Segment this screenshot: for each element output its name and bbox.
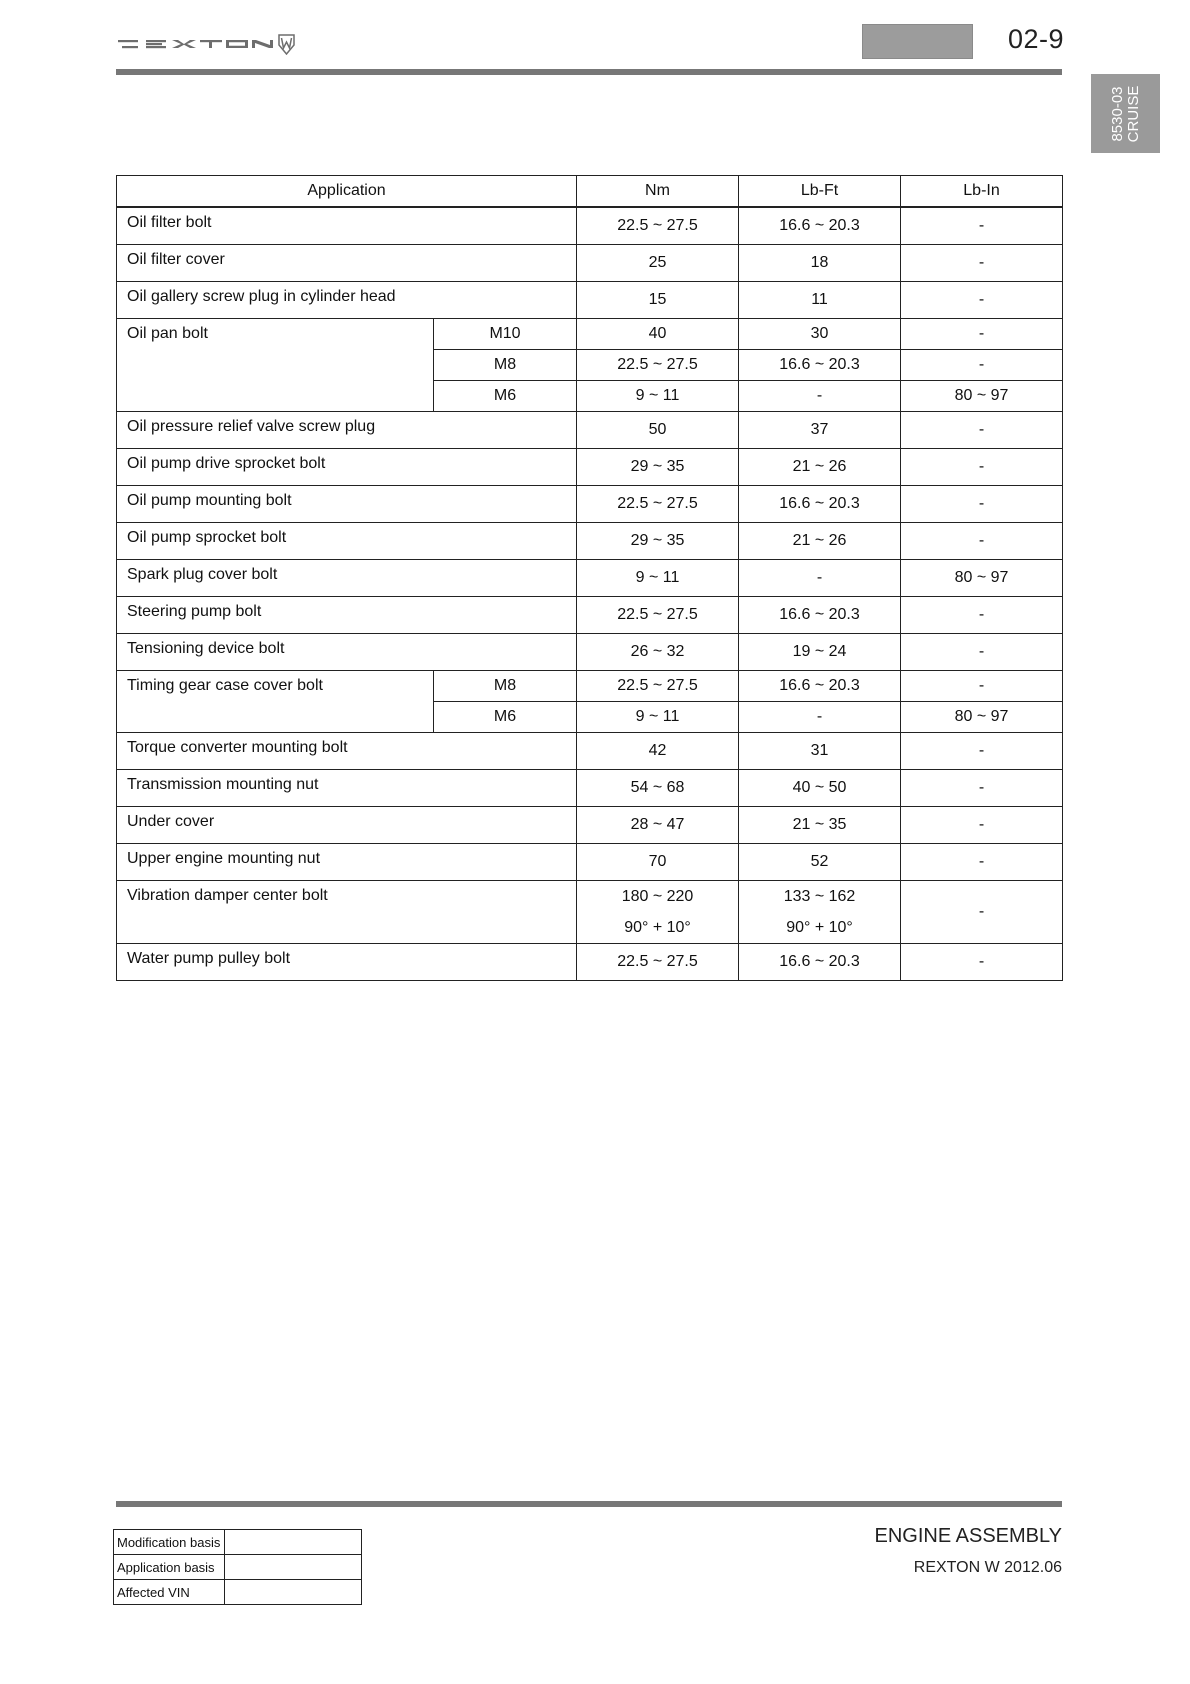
cell-lbin: - [901,944,1063,981]
cell-application: Oil gallery screw plug in cylinder head [117,282,577,319]
mod-row [114,1555,362,1580]
cell-nm: 42 [577,733,739,770]
cell-nm: 25 [577,245,739,282]
header-gray-box [862,24,973,59]
table-row [117,944,1063,981]
cell-lbft: 16.6 ~ 20.3 [739,350,901,381]
cell-lbin: - [901,449,1063,486]
cell-application: Spark plug cover bolt [117,560,577,597]
cell-lbft: 37 [739,412,901,449]
mod-row [114,1530,362,1555]
cell-lbft-line-1: 133 ~ 162 [783,888,856,905]
torque-spec-table [116,175,1063,981]
cell-lbin: - [901,770,1063,807]
cell-lbin: - [901,597,1063,634]
mod-value [225,1530,362,1555]
cell-lbft: 21 ~ 35 [739,807,901,844]
cell-nm [577,881,739,944]
cell-nm-line-2: 90° + 10° [624,919,691,936]
mod-row [114,1580,362,1605]
cell-nm: 54 ~ 68 [577,770,739,807]
table-row [117,560,1063,597]
cell-application: Steering pump bolt [117,597,577,634]
cell-application: Oil filter bolt [117,207,577,245]
mod-value [225,1580,362,1605]
cell-lbft: 40 ~ 50 [739,770,901,807]
cell-lbft: 21 ~ 26 [739,523,901,560]
cell-nm: 29 ~ 35 [577,523,739,560]
cell-application: Oil filter cover [117,245,577,282]
cell-lbft: 11 [739,282,901,319]
cell-nm: 22.5 ~ 27.5 [577,207,739,245]
cell-nm: 22.5 ~ 27.5 [577,671,739,702]
cell-nm: 9 ~ 11 [577,702,739,733]
table-row [117,282,1063,319]
cell-application: Transmission mounting nut [117,770,577,807]
header-lbft: Lb-Ft [739,176,901,208]
footer-model: REXTON W 2012.06 [913,1559,1062,1576]
cell-nm: 29 ~ 35 [577,449,739,486]
cell-nm: 22.5 ~ 27.5 [577,486,739,523]
modification-table [113,1529,362,1605]
table-row [117,844,1063,881]
header-application: Application [117,176,577,208]
cell-nm: 50 [577,412,739,449]
cell-nm: 26 ~ 32 [577,634,739,671]
cell-lbft: 19 ~ 24 [739,634,901,671]
side-tab-code: 8530-03 [1108,85,1126,142]
cell-application: Torque converter mounting bolt [117,733,577,770]
cell-lbft: 16.6 ~ 20.3 [739,671,901,702]
cell-lbin: - [901,282,1063,319]
cell-lbft: 18 [739,245,901,282]
cell-application: Tensioning device bolt [117,634,577,671]
cell-application: Oil pump mounting bolt [117,486,577,523]
cell-lbin: - [901,671,1063,702]
table-row [117,733,1063,770]
header-nm: Nm [577,176,739,208]
cell-lbft: 31 [739,733,901,770]
section-side-tab [1091,74,1160,153]
cell-lbin: - [901,207,1063,245]
cell-size: M10 [434,319,577,350]
table-row [117,671,1063,702]
cell-lbft-line-2: 90° + 10° [786,919,853,936]
cell-lbft: 16.6 ~ 20.3 [739,207,901,245]
top-rule [116,69,1062,75]
table-row [117,807,1063,844]
cell-size: M8 [434,350,577,381]
cell-lbin: - [901,844,1063,881]
cell-lbft: - [739,702,901,733]
cell-application: Under cover [117,807,577,844]
cell-lbft: 16.6 ~ 20.3 [739,597,901,634]
cell-application: Timing gear case cover bolt [117,671,434,733]
rexton-wordmark-icon [116,33,296,55]
table-row [117,449,1063,486]
mod-value [225,1555,362,1580]
table-row [117,412,1063,449]
cell-lbin: - [901,807,1063,844]
table-row [117,770,1063,807]
mod-label: Application basis [114,1555,225,1580]
cell-lbft [739,881,901,944]
rexton-logo [116,32,296,56]
cell-lbin: - [901,319,1063,350]
cell-lbin: 80 ~ 97 [901,381,1063,412]
table-row [117,634,1063,671]
mod-label: Affected VIN [114,1580,225,1605]
table-row [117,523,1063,560]
cell-nm: 22.5 ~ 27.5 [577,597,739,634]
footer-section-title: ENGINE ASSEMBLY [874,1525,1062,1547]
cell-lbin: 80 ~ 97 [901,702,1063,733]
table-row [117,597,1063,634]
cell-application: Oil pressure relief valve screw plug [117,412,577,449]
table-row [117,207,1063,245]
cell-application: Vibration damper center bolt [117,881,577,944]
cell-application: Oil pump drive sprocket bolt [117,449,577,486]
cell-lbin: - [901,350,1063,381]
cell-lbin: - [901,634,1063,671]
bottom-rule [116,1501,1062,1507]
side-tab-name: CRUISE [1124,85,1142,142]
cell-lbin: - [901,523,1063,560]
cell-lbft: 52 [739,844,901,881]
cell-nm: 22.5 ~ 27.5 [577,944,739,981]
cell-nm: 9 ~ 11 [577,560,739,597]
table-row [117,881,1063,944]
cell-lbft: - [739,381,901,412]
header-lbin: Lb-In [901,176,1063,208]
cell-lbft: 16.6 ~ 20.3 [739,944,901,981]
cell-application: Water pump pulley bolt [117,944,577,981]
table-header-row [117,176,1063,208]
cell-nm: 22.5 ~ 27.5 [577,350,739,381]
cell-application: Upper engine mounting nut [117,844,577,881]
cell-size: M8 [434,671,577,702]
table-row [117,319,1063,350]
table-row [117,245,1063,282]
cell-size: M6 [434,702,577,733]
cell-application: Oil pump sprocket bolt [117,523,577,560]
cell-nm: 40 [577,319,739,350]
cell-nm: 28 ~ 47 [577,807,739,844]
cell-lbin: - [901,245,1063,282]
cell-lbin: - [901,412,1063,449]
mod-label: Modification basis [114,1530,225,1555]
cell-size: M6 [434,381,577,412]
page-number: 02-9 [1008,24,1065,54]
cell-lbin: - [901,486,1063,523]
cell-lbin: - [901,733,1063,770]
cell-nm: 15 [577,282,739,319]
cell-lbft: 30 [739,319,901,350]
table-row [117,486,1063,523]
cell-nm-line-1: 180 ~ 220 [621,888,694,905]
cell-lbft: 21 ~ 26 [739,449,901,486]
cell-application: Oil pan bolt [117,319,434,412]
cell-nm: 70 [577,844,739,881]
cell-lbin: - [901,881,1063,944]
cell-lbin: 80 ~ 97 [901,560,1063,597]
cell-nm: 9 ~ 11 [577,381,739,412]
cell-lbft: - [739,560,901,597]
cell-lbft: 16.6 ~ 20.3 [739,486,901,523]
